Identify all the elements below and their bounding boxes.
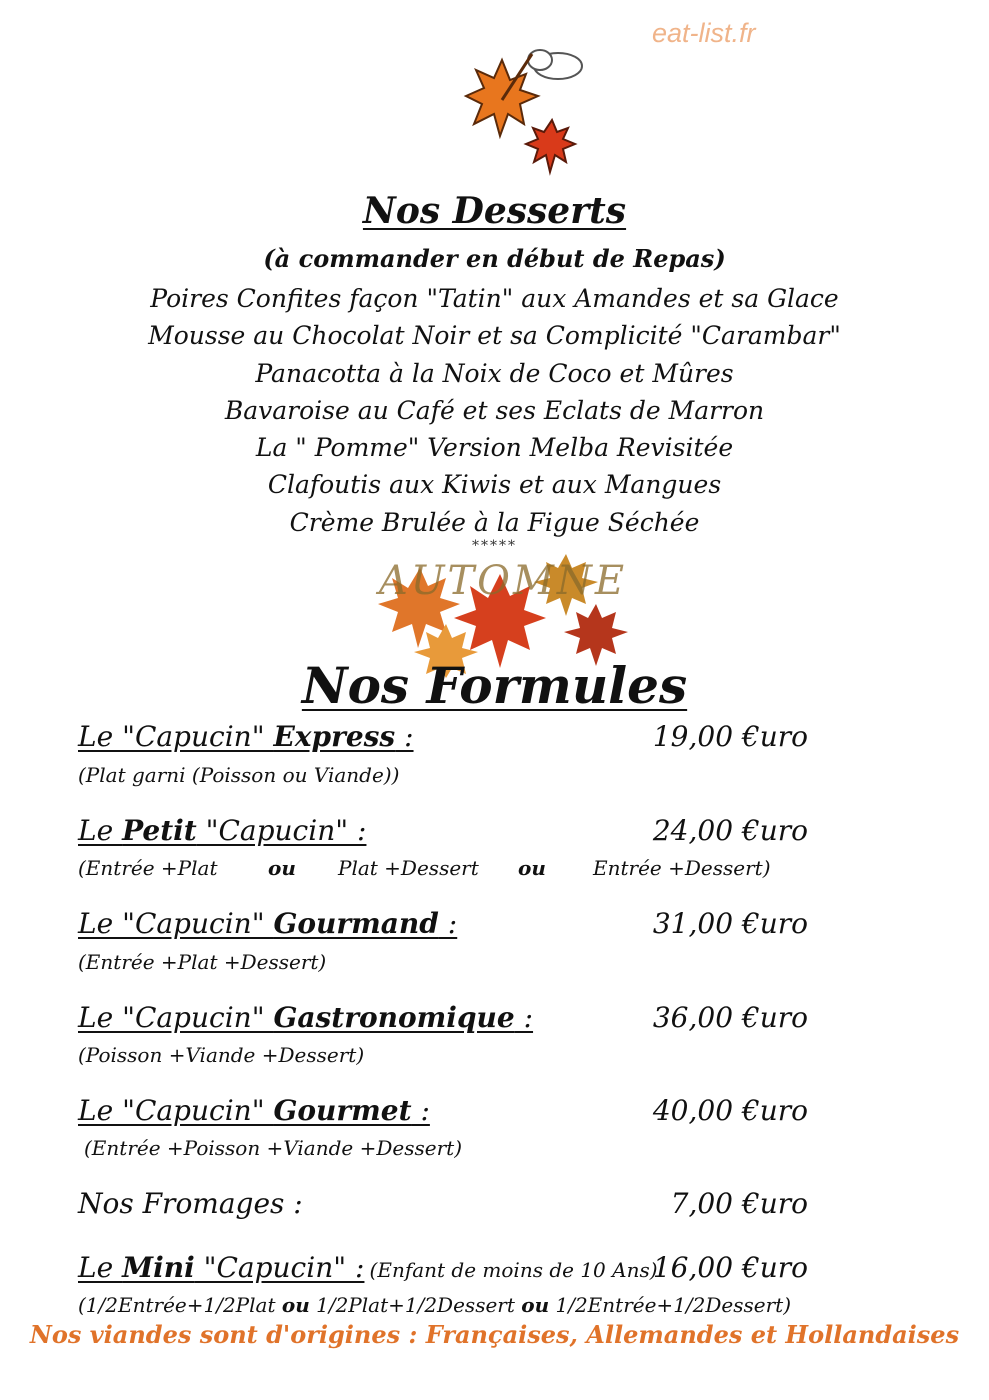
formule-name: Le "Capucin" Gourmand : bbox=[78, 907, 458, 940]
formule-petit bbox=[78, 814, 808, 847]
formule-price: 24,00 €uro bbox=[652, 814, 808, 847]
dessert-item: Clafoutis aux Kiwis et aux Mangues bbox=[267, 470, 722, 500]
formule-name: Le "Capucin" Express : bbox=[78, 720, 414, 753]
formule-gastronomique bbox=[78, 1001, 808, 1034]
formule-fromages bbox=[78, 1187, 808, 1220]
formule-price: 7,00 €uro bbox=[670, 1187, 808, 1220]
dessert-item: Crème Brulée à la Figue Séchée bbox=[289, 507, 700, 537]
dessert-item: Poires Confites façon "Tatin" aux Amandes et sa Glace bbox=[150, 284, 839, 313]
kids-note: (Enfant de moins de 10 Ans) bbox=[369, 1258, 658, 1282]
formule-express bbox=[78, 720, 808, 753]
dessert-list bbox=[0, 280, 989, 541]
dessert-item: La " Pomme" Version Melba Revisitée bbox=[255, 433, 734, 463]
formule-desc: (Poisson +Viande +Dessert) bbox=[78, 1043, 365, 1067]
dessert-item: Mousse au Chocolat Noir et sa Complicité "Carambar" bbox=[148, 321, 841, 351]
formule-price: 36,00 €uro bbox=[652, 1001, 808, 1034]
formule-gourmand bbox=[78, 907, 808, 940]
formule-mini bbox=[78, 1251, 808, 1284]
formule-name: Nos Fromages : bbox=[78, 1187, 303, 1220]
formule-price: 31,00 €uro bbox=[652, 907, 808, 940]
separator-stars: ***** bbox=[472, 538, 517, 554]
desserts-subtitle: (à commander en début de Repas) bbox=[263, 244, 726, 273]
formule-desc: (Entrée +Poisson +Viande +Dessert) bbox=[84, 1136, 462, 1160]
formules-title: Nos Formules bbox=[301, 656, 688, 715]
autumn-word: AUTOMNE bbox=[378, 558, 628, 604]
maple-leaves-icon bbox=[462, 40, 592, 180]
formule-name: Le Petit "Capucin" : bbox=[78, 814, 367, 847]
watermark: eat-list.fr bbox=[652, 18, 756, 48]
formule-name: Le "Capucin" Gastronomique : bbox=[78, 1001, 534, 1034]
formule-name: Le "Capucin" Gourmet : bbox=[78, 1094, 430, 1127]
desserts-title: Nos Desserts bbox=[362, 190, 627, 232]
formule-desc: (Entrée +Plat ou Plat +Dessert ou Entrée +Dessert) bbox=[78, 856, 771, 880]
dessert-item: Panacotta à la Noix de Coco et Mûres bbox=[255, 358, 734, 388]
formule-price: 16,00 €uro bbox=[652, 1251, 808, 1284]
formule-desc: (1/2Entrée+1/2Plat ou 1/2Plat+1/2Dessert ou 1/2Entrée+1/2Dessert) bbox=[78, 1293, 792, 1317]
formule-desc: (Entrée +Plat +Dessert) bbox=[78, 950, 327, 974]
formule-price: 19,00 €uro bbox=[652, 720, 808, 753]
dessert-item: Bavaroise au Café et ses Eclats de Marron bbox=[224, 395, 765, 425]
origin-note: Nos viandes sont d'origines : Françaises, Allemandes et Hollandaises bbox=[29, 1320, 960, 1349]
formule-name: Le Mini "Capucin" : bbox=[78, 1251, 365, 1284]
formule-gourmet bbox=[78, 1094, 808, 1127]
formule-price: 40,00 €uro bbox=[652, 1094, 808, 1127]
formule-desc: (Plat garni (Poisson ou Viande)) bbox=[78, 763, 400, 787]
